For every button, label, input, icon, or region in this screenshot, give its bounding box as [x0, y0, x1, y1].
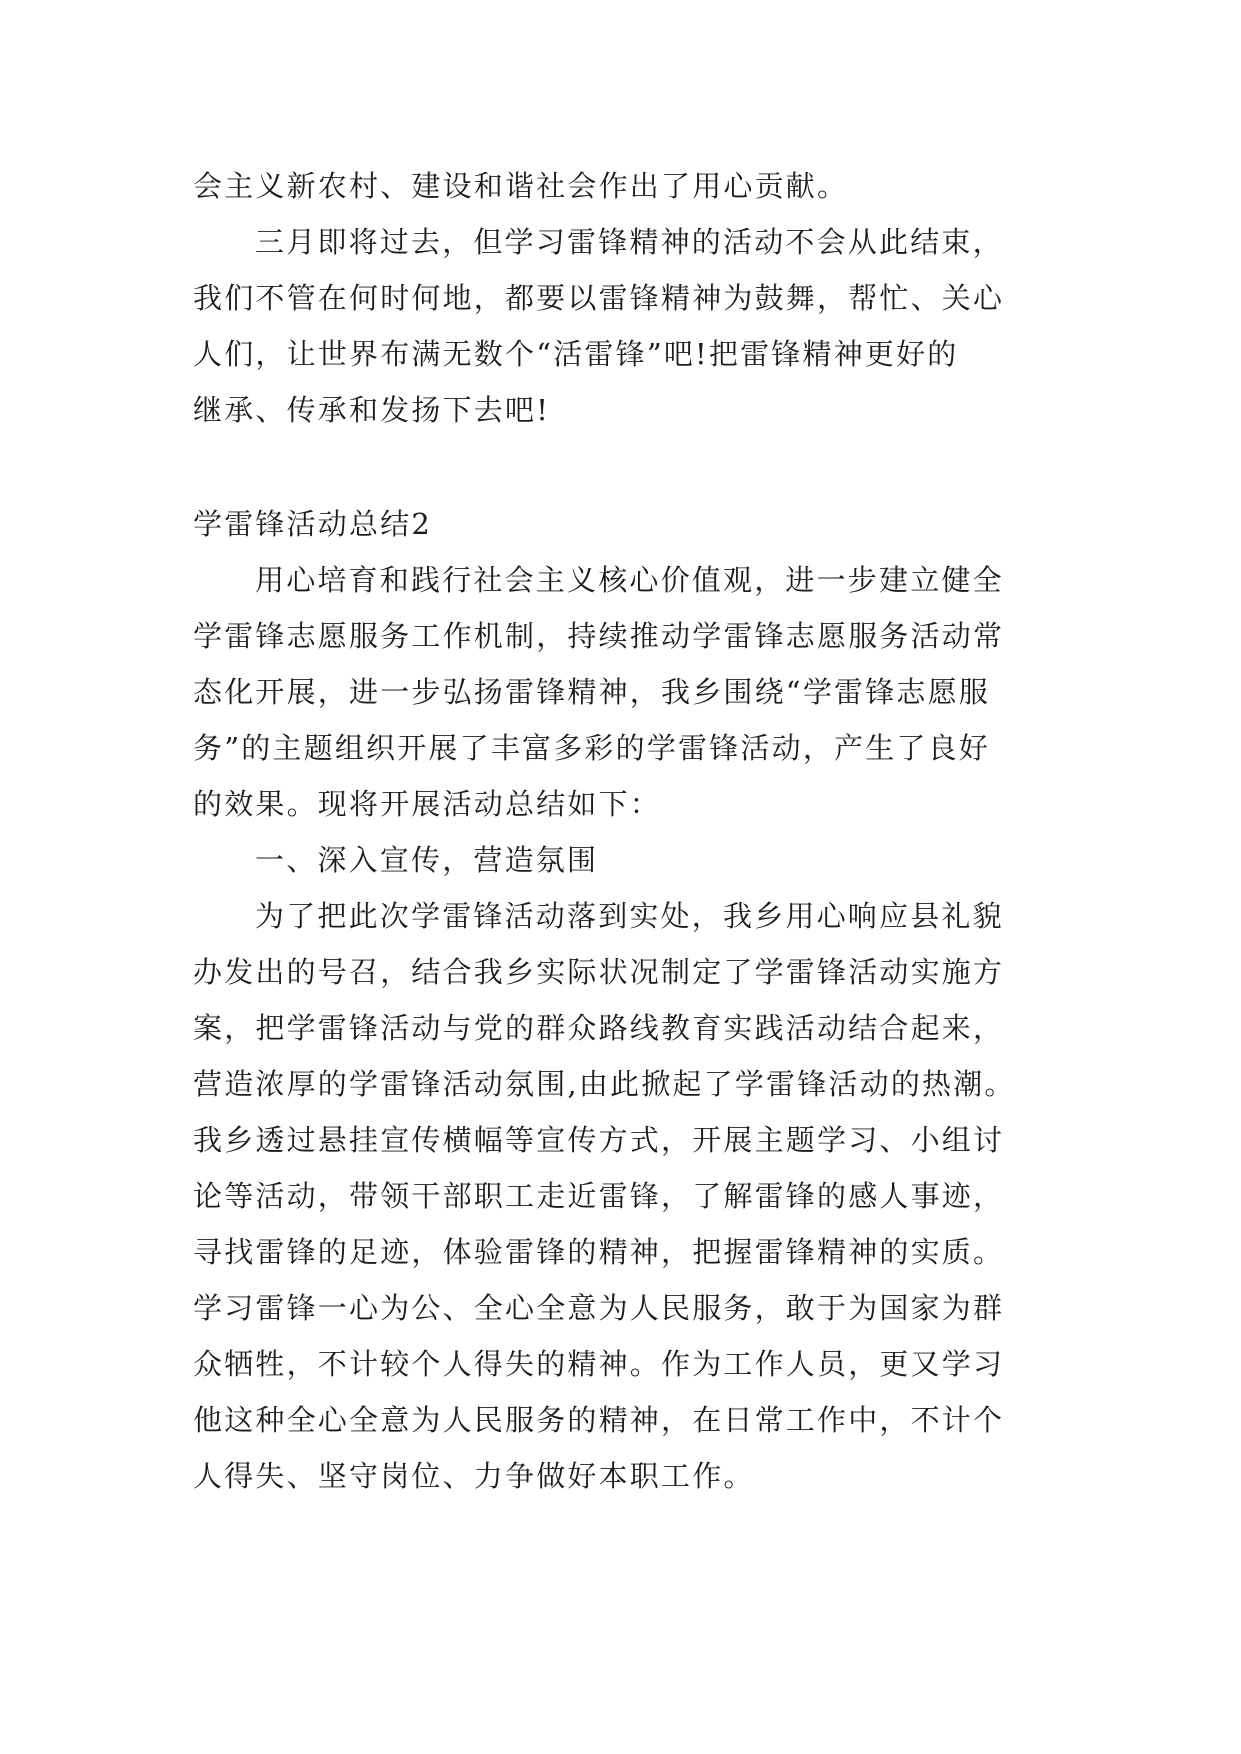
- paragraph-2-line: 务”的主题组织开展了丰富多彩的学雷锋活动，产生了良好: [193, 731, 991, 765]
- paragraph-2-line: 态化开展，进一步弘扬雷锋精神，我乡围绕“学雷锋志愿服: [193, 675, 991, 709]
- document-body: [193, 158, 1055, 1504]
- heading-1: 一、深入宣传，营造氛围: [255, 843, 599, 877]
- paragraph-2-line: 用心培育和践行社会主义核心价值观，进一步建立健全: [255, 563, 1004, 597]
- paragraph-3-line: 营造浓厚的学雷锋活动氛围,由此掀起了学雷锋活动的热潮。: [193, 1067, 1016, 1101]
- paragraph-3-line: 学习雷锋一心为公、全心全意为人民服务，敢于为国家为群: [193, 1291, 1005, 1325]
- paragraph-3-line: 众牺牲，不计较个人得失的精神。作为工作人员，更又学习: [193, 1347, 1005, 1381]
- paragraph-3-line: 为了把此次学雷锋活动落到实处，我乡用心响应县礼貌: [255, 899, 1004, 933]
- paragraph-2-line: 学雷锋志愿服务工作机制，持续推动学雷锋志愿服务活动常: [193, 619, 1005, 653]
- section-title: 学雷锋活动总结2: [193, 507, 433, 541]
- paragraph-3-line: 办发出的号召，结合我乡实际状况制定了学雷锋活动实施方: [193, 955, 1005, 989]
- paragraph-3-line: 案，把学雷锋活动与党的群众路线教育实践活动结合起来，: [193, 1011, 1005, 1045]
- paragraph-3-line: 寻找雷锋的足迹，体验雷锋的精神，把握雷锋精神的实质。: [193, 1235, 1005, 1269]
- paragraph-3-line: 他这种全心全意为人民服务的精神，在日常工作中，不计个: [193, 1403, 1005, 1437]
- paragraph-1-line: 我们不管在何时何地，都要以雷锋精神为鼓舞，帮忙、关心: [193, 281, 1005, 315]
- paragraph-intro-line: 会主义新农村、建设和谐社会作出了用心贡献。: [193, 169, 849, 203]
- paragraph-3-line: 人得失、坚守岗位、力争做好本职工作。: [193, 1459, 755, 1493]
- paragraph-2-line: 的效果。现将开展活动总结如下：: [193, 787, 662, 821]
- paragraph-3-line: 论等活动，带领干部职工走近雷锋，了解雷锋的感人事迹，: [193, 1179, 1005, 1213]
- paragraph-1-line: 人们，让世界布满无数个“活雷锋”吧!把雷锋精神更好的: [193, 337, 959, 371]
- paragraph-1-line: 三月即将过去，但学习雷锋精神的活动不会从此结束，: [255, 225, 1004, 259]
- paragraph-1-line: 继承、传承和发扬下去吧!: [193, 393, 551, 427]
- paragraph-3-line: 我乡透过悬挂宣传横幅等宣传方式，开展主题学习、小组讨: [193, 1123, 1005, 1157]
